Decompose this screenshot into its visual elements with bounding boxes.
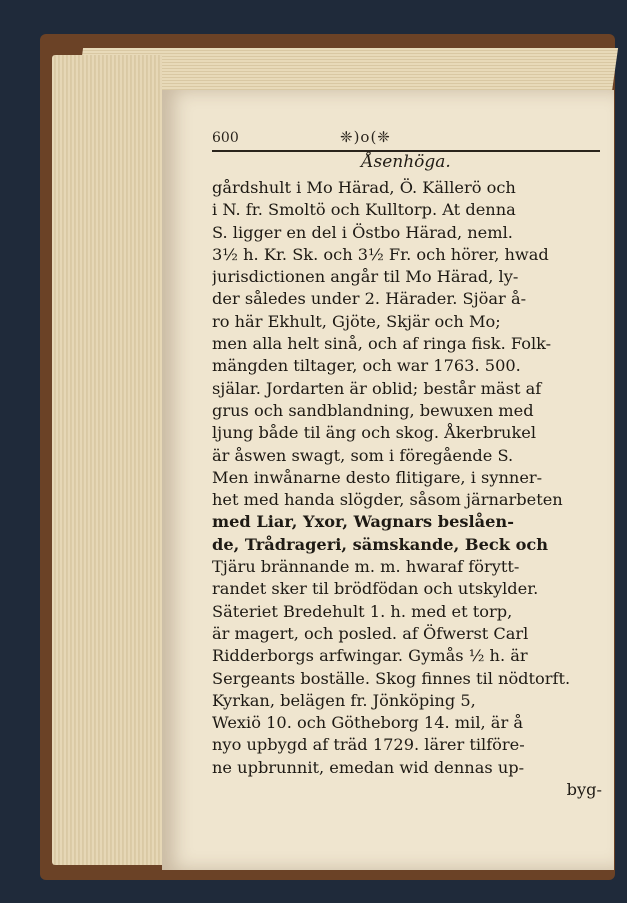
text-line: grus och sandblandning, bewuxen med: [212, 400, 534, 420]
text-line: jurisdictionen angår til Mo Härad, ly-: [212, 267, 519, 287]
page-side-edges: [52, 55, 162, 865]
text-line: Tjäru brännande m. m. hwaraf förytt-: [212, 557, 520, 577]
text-line: het med handa slögder, såsom järnarbeten: [212, 490, 563, 510]
text-line: Ridderborgs arfwingar. Gymås ½ h. är: [212, 646, 528, 666]
text-line: är åswen swagt, som i föregående S.: [212, 445, 514, 465]
text-line: ljung både til äng och skog. Åkerbrukel: [212, 423, 537, 443]
header-ornament: ❈)o(❈: [340, 128, 391, 146]
text-line: nyo upbygd af träd 1729. lärer tilföre-: [212, 735, 525, 755]
book-page: [162, 90, 614, 870]
text-line: i N. fr. Smoltö och Kulltorp. At denna: [212, 200, 516, 220]
text-line: der således under 2. Härader. Sjöar å-: [212, 289, 527, 309]
section-title: Åsenhöga.: [361, 152, 451, 172]
text-line: själar. Jordarten är oblid; består mäst af: [212, 378, 542, 398]
text-line: men alla helt sinå, och af ringa fisk. Folk-: [212, 334, 552, 354]
text-line: Men inwånarne desto flitigare, i synner-: [212, 467, 543, 487]
body-text: [212, 177, 602, 801]
text-line: gårdshult i Mo Härad, Ö. Källerö och: [212, 178, 516, 197]
text-line: ro här Ekhult, Gjöte, Skjär och Mo;: [212, 311, 501, 331]
running-head: [212, 130, 602, 150]
text-line: med Liar, Yxor, Wagnars beslåen-: [212, 512, 514, 532]
text-line: Wexiö 10. och Götheborg 14. mil, är å: [212, 713, 523, 733]
text-line: Kyrkan, belägen fr. Jönköping 5,: [212, 690, 476, 710]
text-line: Sergeants boställe. Skog finnes til nödtorft.: [212, 668, 571, 688]
catchword: byg-: [566, 780, 602, 800]
text-line: är magert, och posled. af Öfwerst Carl: [212, 623, 529, 643]
text-line: ne upbrunnit, emedan wid dennas up-: [212, 757, 525, 777]
text-line: de, Trådrageri, sämskande, Beck och: [212, 534, 548, 554]
text-line: S. ligger en del i Östbo Härad, neml.: [212, 222, 513, 242]
text-line: randet sker til brödfödan och utskylder.: [212, 579, 539, 599]
page-number: 600: [212, 130, 239, 146]
text-line: 3½ h. Kr. Sk. och 3½ Fr. och hörer, hwad: [212, 244, 549, 264]
text-line: Säteriet Bredehult 1. h. med et torp,: [212, 601, 513, 621]
text-line: mängden tiltager, och war 1763. 500.: [212, 356, 521, 376]
